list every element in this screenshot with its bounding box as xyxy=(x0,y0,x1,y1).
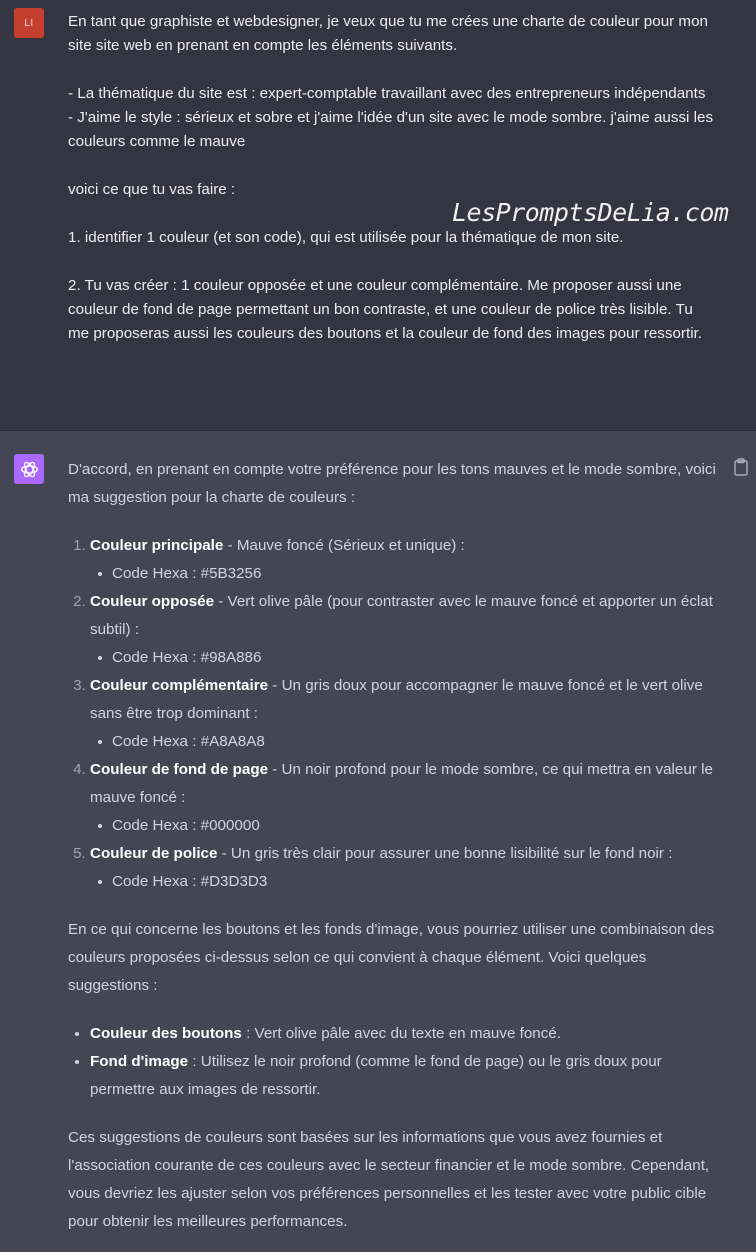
list-item xyxy=(90,840,718,896)
hex-code: Code Hexa : #000000 xyxy=(112,812,718,840)
hex-code: Code Hexa : #D3D3D3 xyxy=(112,868,718,896)
user-paragraph: - La thématique du site est : expert-comptable travaillant avec des entrepreneurs indépendants - J'aime le style : sérieux et sobre et j'aime l'idée d'un site avec le mode sombre. j'aime aussi les couleurs comme le mauve xyxy=(68,85,714,150)
assistant-intro: D'accord, en prenant en compte votre préférence pour les tons mauves et le mode sombre, voici ma suggestion pour la charte de couleurs : xyxy=(68,461,716,506)
hex-code: Code Hexa : #98A886 xyxy=(112,644,718,672)
item-title: Couleur opposée xyxy=(90,593,215,610)
assistant-avatar xyxy=(14,454,44,484)
hex-code: Code Hexa : #5B3256 xyxy=(112,560,718,588)
user-avatar-initials: LI xyxy=(24,17,34,29)
item-title: Couleur de fond de page xyxy=(90,761,269,778)
list-item xyxy=(90,1048,718,1104)
list-item xyxy=(90,672,718,756)
assistant-paragraph: En ce qui concerne les boutons et les fonds d'image, vous pourriez utiliser une combinaison des couleurs proposées ci-dessus selon ce qui convient à chaque élément. Voici quelques suggestions : xyxy=(68,921,715,994)
user-paragraph: En tant que graphiste et webdesigner, je veux que tu me crées une charte de couleur pour mon site site web en prenant en compte les éléments suivants. xyxy=(68,13,713,54)
item-title: Fond d'image xyxy=(90,1053,189,1070)
item-desc: - Mauve foncé (Sérieux et unique) : xyxy=(223,537,465,554)
user-paragraph: 2. Tu vas créer : 1 couleur opposée et une couleur complémentaire. Me proposer aussi une couleur de fond de page permettant un bon contraste, et une couleur de police très lisible. Tu me proposeras aussi les couleurs des boutons et la couleur de fond des images pour ressortir. xyxy=(68,277,703,342)
item-title: Couleur de police xyxy=(90,845,218,862)
user-avatar xyxy=(14,8,44,38)
list-item xyxy=(90,532,718,588)
clipboard-icon[interactable] xyxy=(733,458,749,476)
user-message xyxy=(0,0,756,431)
item-title: Couleur principale xyxy=(90,537,224,554)
item-desc: - Un noir profond pour le mode sombre, ce qui mettra en valeur le mauve foncé : xyxy=(90,761,713,806)
item-desc: - Vert olive pâle (pour contraster avec le mauve foncé et apporter un éclat subtil) : xyxy=(90,593,713,638)
list-item xyxy=(90,756,718,840)
suggestion-list xyxy=(68,1020,718,1104)
hex-code: Code Hexa : #A8A8A8 xyxy=(112,728,718,756)
item-title: Couleur des boutons xyxy=(90,1025,242,1042)
item-desc: : Vert olive pâle avec du texte en mauve foncé. xyxy=(241,1025,562,1042)
color-list xyxy=(68,532,718,896)
assistant-paragraph: Ces suggestions de couleurs sont basées sur les informations que vous avez fournies et l'association courante de ces couleurs avec le secteur financier et le mode sombre. Cependant, vous devriez les ajuster selon vos préférences personnelles et les tester avec votre public cible pour obtenir les meilleures performances. xyxy=(68,1129,710,1230)
assistant-message-text xyxy=(68,456,718,1236)
item-desc: - Un gris doux pour accompagner le mauve foncé et le vert olive sans être trop dominant : xyxy=(90,677,703,722)
user-message-text xyxy=(68,10,718,346)
list-item xyxy=(90,1020,718,1048)
item-desc: : Utilisez le noir profond (comme le fond de page) ou le gris doux pour permettre aux images de ressortir. xyxy=(90,1053,662,1098)
openai-logo-icon xyxy=(19,459,40,480)
item-desc: - Un gris très clair pour assurer une bonne lisibilité sur le fond noir : xyxy=(217,845,673,862)
watermark: LesPromptsDeLia.com xyxy=(452,198,729,227)
user-paragraph: 1. identifier 1 couleur (et son code), qui est utilisée pour la thématique de mon site. xyxy=(68,229,624,246)
user-paragraph: voici ce que tu vas faire : xyxy=(68,181,236,198)
item-title: Couleur complémentaire xyxy=(90,677,269,694)
list-item xyxy=(90,588,718,672)
